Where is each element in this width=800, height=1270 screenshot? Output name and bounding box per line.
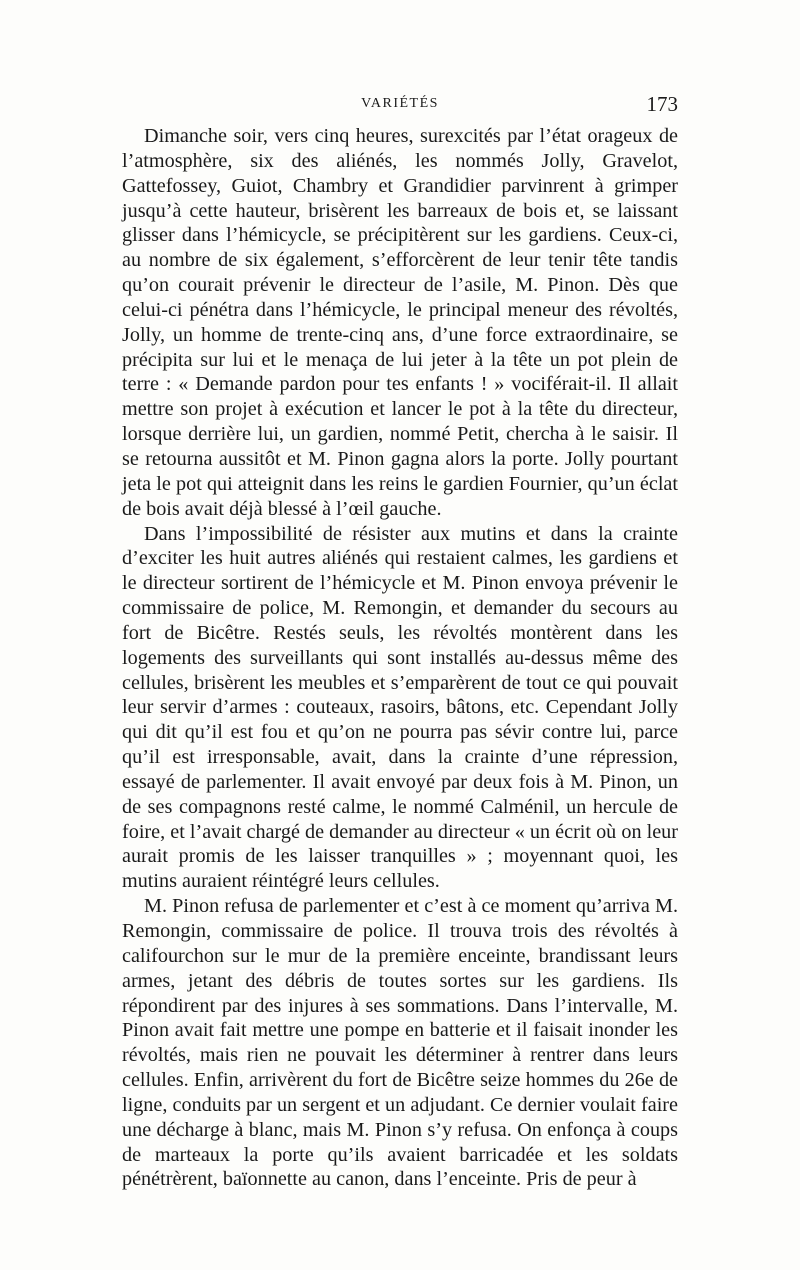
running-title: VARIÉTÉS bbox=[361, 96, 439, 111]
body-text bbox=[122, 124, 678, 1192]
paragraph-3: M. Pinon refusa de parlementer et c’est à ce moment qu’arriva M. Remongin, commissaire de police. Il trouva trois des révoltés à califourchon sur le mur de la première enceinte, brandissant leurs armes, jetant des débris de toutes sortes sur les gardiens. Ils répondirent par des injures à ses sommations. Dans l’intervalle, M. Pinon avait fait mettre une pompe en batterie et il faisait inonder les révoltés, mais rien ne pouvait les déterminer à rentrer dans leurs cellules. Enfin, arrivèrent du fort de Bicêtre seize hommes du 26e de ligne, conduits par un sergent et un adjudant. Ce dernier voulait faire une décharge à blanc, mais M. Pinon s’y refusa. On enfonça à coups de marteaux la porte qu’ils avaient barricadée et les soldats pénétrèrent, baïonnette au canon, dans l’enceinte. Pris de peur à bbox=[122, 895, 678, 1191]
paragraph-1: Dimanche soir, vers cinq heures, surexcités par l’état orageux de l’atmosphère, six des aliénés, les nommés Jolly, Gravelot, Gattefossey, Guiot, Chambry et Grandidier parvinrent à grimper jusqu’à cette hauteur, brisèrent les barreaux de bois et, se laissant glisser dans l’hémicycle, se précipitèrent sur les gardiens. Ceux-ci, au nombre de six également, s’efforcèrent de leur tenir tête tandis qu’on courait prévenir le directeur de l’asile, M. Pinon. Dès que celui-ci pénétra dans l’hémicycle, le principal meneur des révoltés, Jolly, un homme de trente-cinq ans, d’une force extraordinaire, se précipita sur lui et le menaça de lui jeter à la tête un pot plein de terre : « Demande pardon pour tes enfants ! » vociférait-il. Il allait mettre son projet à exécution et lancer le pot à la tête du directeur, lorsque derrière lui, un gardien, nommé Petit, chercha à le saisir. Il se retourna aussitôt et M. Pinon gagna alors la porte. Jolly pourtant jeta le pot qui atteignit dans les reins le gardien Fournier, qu’un éclat de bois avait déjà blessé à l’œil gauche. bbox=[122, 125, 678, 520]
running-head bbox=[122, 92, 678, 118]
paragraph-2: Dans l’impossibilité de résister aux mutins et dans la crainte d’exciter les huit autres aliénés qui restaient calmes, les gardiens et le directeur sortirent de l’hémicycle et M. Pinon envoya prévenir le commissaire de police, M. Remongin, et demander du secours au fort de Bicêtre. Restés seuls, les révoltés montèrent dans les logements des surveillants qui sont installés au-dessus même des cellules, brisèrent les meubles et s’emparèrent de tout ce qui pouvait leur servir d’armes : couteaux, rasoirs, bâtons, etc. Cependant Jolly qui dit qu’il est fou et qu’on ne pourra pas sévir contre lui, parce qu’il est irresponsable, avait, dans la crainte d’une répression, essayé de parlementer. Il avait envoyé par deux fois à M. Pinon, un de ses compagnons resté calme, le nommé Calménil, un hercule de foire, et l’avait chargé de demander au directeur « un écrit où on leur aurait promis de les laisser tranquilles » ; moyennant quoi, les mutins auraient réintégré leurs cellules. bbox=[122, 522, 678, 893]
page-number: 173 bbox=[646, 92, 678, 116]
